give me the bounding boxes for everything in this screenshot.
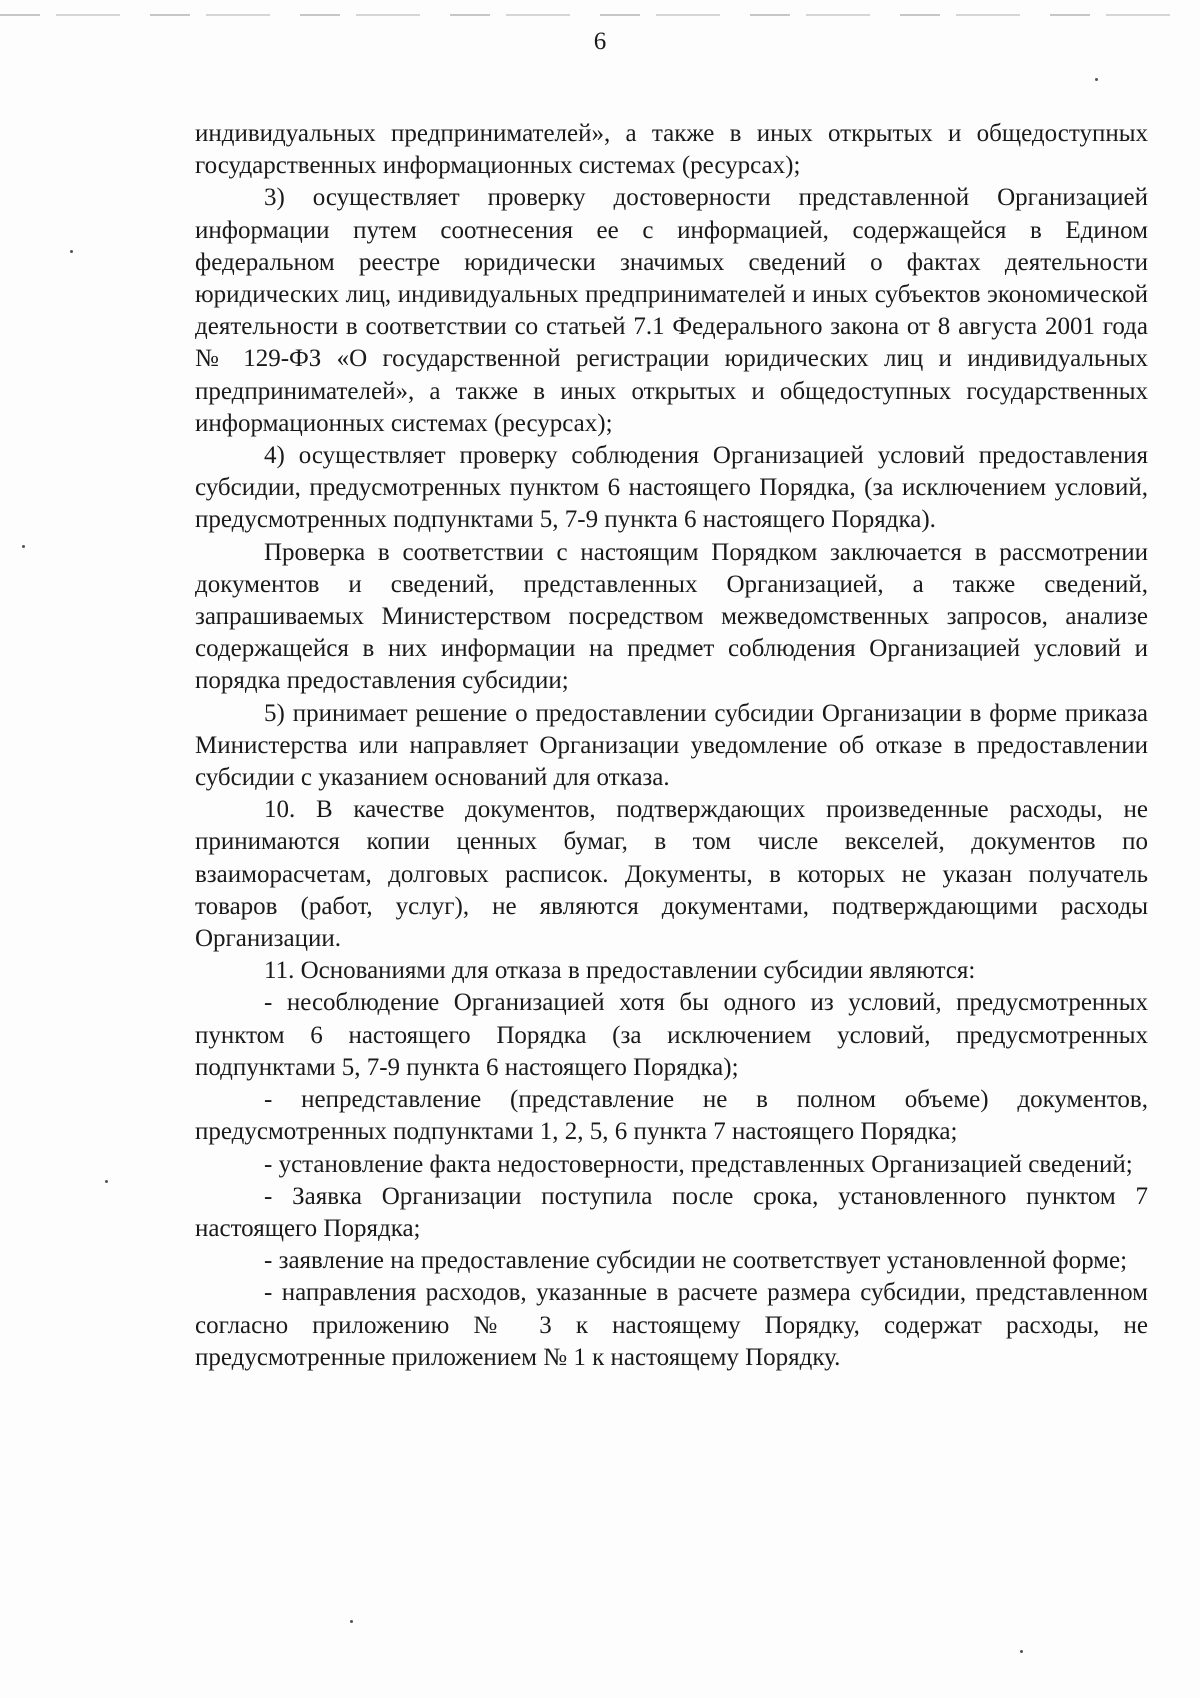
- page-number: 6: [593, 28, 607, 55]
- paragraph-10: - Заявка Организации поступила после срока, установленного пунктом 7 настоящего Порядка;: [195, 1182, 1148, 1242]
- paragraph-9: - установление факта недостоверности, представленных Организацией сведений;: [264, 1150, 1133, 1178]
- paragraph-11: - заявление на предоставление субсидии не соответствует установленной форме;: [264, 1247, 1128, 1275]
- paragraph-4: 5) принимает решение о предоставлении субсидии Организации в форме приказа Министерства или направляет Организации уведомление об отказе в предоставлении субсидии с указанием оснований для отказа.: [195, 699, 1148, 792]
- paragraph-0: индивидуальных предпринимателей», а также в иных открытых и общедоступных государственных информационных системах (ресурсах);: [195, 120, 1148, 180]
- paragraph-12: - направления расходов, указанные в расчете размера субсидии, представленном согласно приложению № 3 к настоящему Порядку, содержат расходы, не предусмотренные приложением № 1 к настоящему Порядку.: [195, 1279, 1148, 1371]
- paragraph-3: Проверка в соответствии с настоящим Порядком заключается в рассмотрении документов и сведений, представленных Организацией, а также сведений, запрашиваемых Министерством посредством межведомственных запросов, анализе содержащейся в них информации на предмет соблюдения Организацией условий и порядка предоставления субсидии;: [195, 538, 1148, 695]
- document-body: [195, 118, 1148, 1374]
- scan-speck: [350, 1620, 353, 1623]
- paragraph-6: 11. Основаниями для отказа в предоставлении субсидии являются:: [264, 957, 976, 985]
- scan-speck: [1020, 1650, 1023, 1653]
- paragraph-5: 10. В качестве документов, подтверждающих произведенные расходы, не принимаются копии ценных бумаг, в том числе векселей, документов по взаиморасчетам, долговых расписок. Документы, в которых не указан получатель товаров (работ, услуг), не являются документами, подтверждающими расходы Организации.: [195, 796, 1148, 953]
- paragraph-7: - несоблюдение Организацией хотя бы одного из условий, предусмотренных пунктом 6 настоящего Порядка (за исключением условий, предусмотренных подпунктами 5, 7-9 пункта 6 настоящего Порядка);: [195, 989, 1148, 1081]
- paragraph-2: 4) осуществляет проверку соблюдения Организацией условий предоставления субсидии, предусмотренных пунктом 6 настоящего Порядка, (за исключением условий, предусмотренных подпунктами 5, 7-9 пункта 6 настоящего Порядка).: [195, 442, 1148, 534]
- scan-speck: [70, 250, 73, 253]
- scan-speck: [1095, 78, 1098, 81]
- paragraph-1: 3) осуществляет проверку достоверности представленной Организацией информации путем соотнесения ее с информацией, содержащейся в Едином федеральном реестре юридически значимых сведений о фактах деятельности юридических лиц, индивидуальных предпринимателей и иных субъектов экономической деятельности в соответствии со статьей 7.1 Федерального закона от 8 августа 2001 года № 129-ФЗ «О государственной регистрации юридических лиц и индивидуальных предпринимателей», а также в иных открытых и общедоступных государственных информационных системах (ресурсах);: [195, 184, 1148, 437]
- scan-speck: [105, 1180, 108, 1183]
- paragraph-8: - непредставление (представление не в полном объеме) документов, предусмотренных подпунктами 1, 2, 5, 6 пункта 7 настоящего Порядка;: [195, 1086, 1148, 1146]
- scan-speck: [22, 545, 25, 548]
- scan-edge-line: [0, 14, 1200, 16]
